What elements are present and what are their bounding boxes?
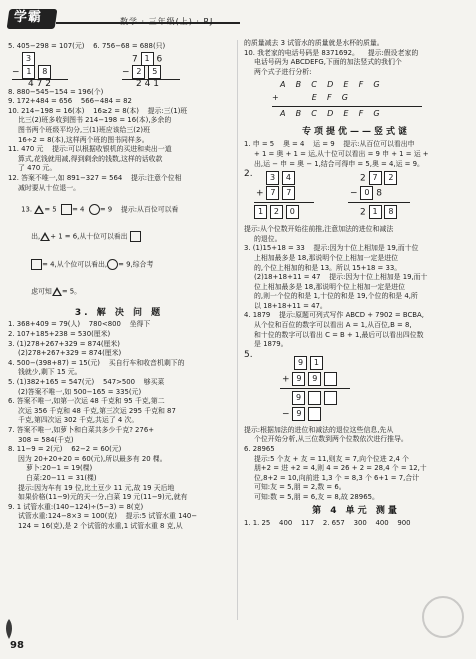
- section-title-special: 专项提优——竖式谜: [301, 127, 410, 138]
- letter-row-3: A B C D E F G: [280, 109, 380, 119]
- special-4-cont: 是 1879。: [254, 340, 288, 349]
- answer-10-cont: 图书两个班级平均分,三(1)班应该给三(2)班: [18, 125, 150, 134]
- square-icon: [61, 204, 72, 215]
- triangle-icon: [40, 232, 50, 241]
- calc5-result: 4 7 2: [28, 78, 51, 89]
- problem-8-hint: 如果价格(11−9)元的天一分,白菜 19 元(11−9)元,就有: [18, 493, 188, 502]
- special-4-cont: 和十位的数字可以看出 C = B + 1,最后可以看出四位数: [254, 330, 424, 339]
- header-subject: 数学 · 三年级(上) · RJ: [120, 17, 214, 26]
- problem-4-cont: 钱就少,剩下 15 元。: [18, 368, 82, 377]
- special-5-hint: 提示:根据加法的进位和减法的退位这些信息,先从: [244, 425, 394, 434]
- letter-puzzle: [244, 80, 468, 124]
- answer-10: 10. 我老家的电话号码是 8371692。 提示:假设老家的: [244, 48, 419, 57]
- problem-9-cont: 124 = 16(克),是 2 个试管的水重,1 试管水重 8 克,从: [18, 521, 183, 530]
- answer-9: 9. 172+484 = 656 566−484 = 82: [8, 97, 132, 106]
- letter-row-1: A B C D E F G: [280, 80, 380, 90]
- answer-9-end: 的质量减去 3 试管水的质量就是水杯的质量。: [244, 39, 384, 47]
- circle-icon: [107, 259, 118, 270]
- special-3-cont: 以 18+18+11 = 47。: [254, 301, 327, 310]
- problem-3: 3. (1)278+267+329 = 874(厘米): [8, 339, 120, 348]
- calc5-top: 3: [22, 52, 35, 66]
- answer-10-cont: 16÷2 = 8(本),这样两个班的图书同样多。: [18, 135, 149, 144]
- answer-13-cont: = 4,从个位可以看出, = 9,综合考: [8, 251, 230, 279]
- special-4-cont: 从个位和百位的数字可以看出 A = 1,从百位,B = 8,: [254, 321, 412, 330]
- vertical-calculations-5-6: [8, 52, 230, 88]
- answer-5-6: 5. 405−298 = 107(元) 6. 756−68 = 688(只): [8, 42, 166, 50]
- special-2-calc: 2. 3 4 + 7 7 1 2 0 2 7 2 − 0 8 2 1 8: [244, 169, 468, 225]
- answer-10-cont: 比三(2)班多收到图书 214−198 = 16(本),多余的: [18, 116, 172, 125]
- square-icon: [130, 231, 141, 242]
- answer-11-cont: 算式,花钱就用减,得到剩余的钱数,这样的话收款: [18, 154, 163, 163]
- column-divider: [237, 40, 238, 620]
- answer-13-cont: 虑可知 = 5。: [31, 287, 82, 296]
- special-6-cont: 朋+2 = 进 +2 = 4,则 4 = 26 + 2 = 28,4 个 = 12,十: [254, 464, 427, 473]
- problem-7: 7. 答案不唯一,如萝卜和白菜共多少千克? 276+: [8, 426, 154, 434]
- calc6-mid: − 2 5: [122, 65, 161, 79]
- problem-5: 5. (1)382+165 = 547(元) 547>500 够买菜: [8, 378, 165, 387]
- page-number: 98: [10, 640, 24, 651]
- special-6-cont: 提示:5 个友 + 友 = 11,则友 = 7,向个位进 2,4 个: [254, 454, 409, 463]
- problem-5-cont: (2)答案不唯一,如 500−165 = 335(元): [18, 387, 142, 396]
- unit4-answer-1: 1. 1. 25 400 117 2. 657 300 400 900: [244, 518, 411, 527]
- answer-10-cont: 电话号码为 ABCDEFG,下面的加法竖式的我们个: [254, 58, 402, 67]
- answer-12-cont: 减时要从十位退一。: [18, 183, 81, 192]
- section-title-unit-4: 第 4 单元 测量: [312, 505, 400, 516]
- special-3-cont: 位上相加最多是 18,那说明个位上相加一定是进位: [254, 282, 405, 291]
- problem-3-cont: (2)278+267+329 = 874(厘米): [18, 349, 122, 358]
- problem-9-cont: 试管水重:124−8×3 = 100(克) 提示:5 试管水重 140−: [18, 512, 198, 521]
- problem-6-cont: 次运 356 千克和 48 千克,第三次运 295 千克和 87: [18, 406, 176, 415]
- calc6-top: 7 1 6: [132, 53, 163, 65]
- leaf-icon: [4, 618, 14, 640]
- problem-8-cont: 白菜:20−11 = 31(棵): [26, 473, 97, 482]
- special-4: 4. 1879 提示:原题可列式写作 ABCD + 7902 = BCBA,: [244, 311, 424, 320]
- left-column: [8, 42, 230, 532]
- special-6: 6. 28965: [244, 445, 275, 454]
- special-1: 1. 申 = 5 奥 = 4 运 = 9 提示:从百位可以看出申: [244, 140, 415, 149]
- problem-8: 8. 11−9 = 2(元) 62−2 = 60(元): [8, 445, 122, 454]
- answer-8: 8. 880−545−154 = 196(个): [8, 87, 104, 96]
- section-title-problem-solving: 3. 解 决 问 题: [74, 307, 164, 318]
- answer-13: 13. = 5 = 4 = 9 提示:从百位可以看: [21, 205, 179, 214]
- answer-11-cont: 了 470 元。: [18, 164, 57, 173]
- letter-row-2: + E F G: [272, 93, 348, 103]
- problem-7-cont: 308 = 584(千克): [18, 435, 74, 444]
- special-3-cont: (2)18+18+11 = 47 提示:因为十位上相加是 19,而十: [254, 273, 428, 282]
- special-3-cont: 上相加最多是 18,那说明个位上相加一定是进位: [254, 253, 399, 262]
- special-2-hint: 的退位。: [254, 234, 282, 243]
- problem-2: 2. 107+185+238 = 530(厘米): [8, 330, 111, 339]
- square-icon: [31, 259, 42, 270]
- special-3-cont: 的,则一个位的和是 1,十位的和是 19,个位的和是 4,所: [254, 292, 418, 301]
- special-3-cont: 的,个位上相加的和是 13。所以 15+18 = 33。: [254, 263, 402, 272]
- problem-8-cont: 因为 20+20+20 = 60(元),所以最多有 20 棵。: [18, 454, 167, 463]
- problem-1: 1. 368+409 = 79(人) 780<800 坐得下: [8, 320, 151, 329]
- calc6-result: 2 4 1: [136, 78, 159, 89]
- special-1-cont: 出,运 − 申 = 奥 − 1,结合可得申 = 5,奥 = 4,运 = 9。: [254, 159, 424, 168]
- answer-11: 11. 470 元 提示:可以根据收银机的买进和卖出一道: [8, 145, 172, 154]
- brand-logo-text: 学霸: [14, 10, 43, 25]
- answer-13-cont: 出, + 1 = 6,从十位可以看出: [8, 223, 230, 251]
- answer-10-cont: 两个式子进行分析:: [254, 67, 312, 76]
- circle-icon: [89, 204, 100, 215]
- problem-8-hint: 提示:因为车有 19 位,比土豆少 11 元,故 19 天后地: [18, 483, 175, 492]
- watermark-stamp: [422, 596, 464, 638]
- special-5-hint: 个位开始分析,从三位数到两个位数依次进行推导。: [254, 435, 408, 444]
- right-column: [244, 39, 468, 528]
- problem-9: 9. 1 试管水重:(140−124)÷(5−3) = 8(克): [8, 502, 144, 511]
- special-6-cont: 可知:数 = 5,朋 = 6,友 = 8,故 28965。: [254, 493, 379, 501]
- problem-6-cont: 千克,第四次运 302 千克,共运了 4 次。: [18, 416, 139, 425]
- special-3: 3. (1)15+18 = 33 提示:因为十位上相加是 19,而十位: [244, 244, 419, 253]
- answer-12: 12. 答案不唯一,如 891−327 = 564 提示:注意个位相: [8, 173, 182, 182]
- calc5-mid: − 1 8: [12, 65, 51, 79]
- special-5-calc: 5. 9 1 + 9 9 9 − 9: [244, 350, 468, 426]
- problem-8-cont: 萝卜:20−1 = 19(棵): [26, 464, 93, 473]
- special-6-cont: 可知:友 = 5,朋 = 2,数 = 6。: [254, 483, 346, 492]
- special-1-cont: + 1 = 奥 + 1 = 运,从十位可以看出 = 9 申 + 1 = 运 +: [254, 149, 429, 158]
- triangle-icon: [34, 205, 44, 214]
- problem-4: 4. 500−(398+87) = 15(元) 买自行车和收音机剩下的: [8, 358, 185, 367]
- special-6-cont: 位,8+2 = 10,向前进 1,3 个 = 8,3 个 6+1 = 7,合计: [254, 473, 420, 482]
- answer-10: 10. 214−198 = 16(本) 16≥2 = 8(本) 提示:三(1)班: [8, 106, 188, 115]
- special-2-hint: 提示:从个位数开始往前推,注意加法的进位和减法: [244, 225, 394, 234]
- problem-6: 6. 答案不唯一,如第一次运 48 千克和 95 千克,第二: [8, 397, 165, 406]
- triangle-icon: [52, 287, 62, 296]
